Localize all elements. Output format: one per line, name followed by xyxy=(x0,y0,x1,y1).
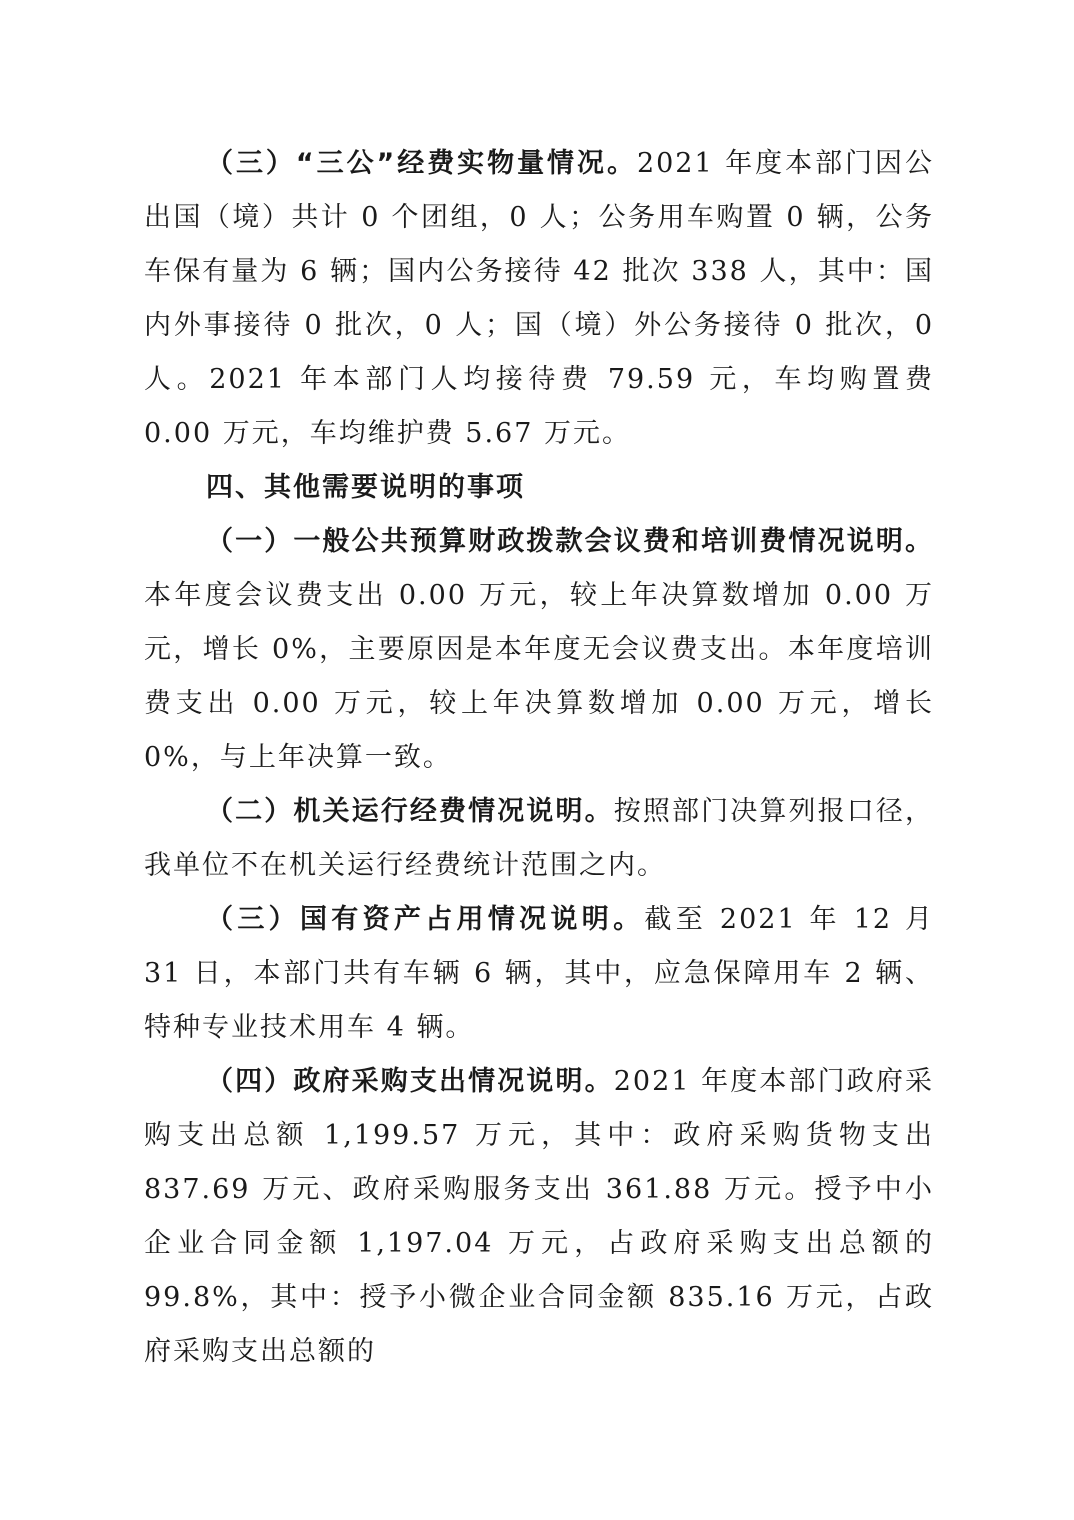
document-body xyxy=(144,137,934,1379)
paragraph-lead: （三）国有资产占用情况说明。 xyxy=(206,904,645,935)
paragraph-text: 本年度会议费支出 0.00 万元，较上年决算数增加 0.00 万元，增长 0%，主要原因是本年度无会议费支出。本年度培训费支出 0.00 万元，较上年决算数增加 0.00 万元，增长 0%，与上年决算一致。 xyxy=(144,580,934,773)
paragraph-lead: （一）一般公共预算财政拨款会议费和培训费情况说明。 xyxy=(206,526,934,557)
paragraph-operating-expenses xyxy=(144,785,934,893)
paragraph-text: 按照部门决算列报口径，我单位不在机关运行经费统计范围之内。 xyxy=(144,796,934,881)
paragraph-lead: （三）“三公”经费实物量情况。 xyxy=(206,148,637,179)
paragraph-state-assets xyxy=(144,893,934,1055)
paragraph-meeting-training xyxy=(144,515,934,785)
paragraph-lead: （四）政府采购支出情况说明。 xyxy=(206,1066,614,1097)
paragraph-lead: （二）机关运行经费情况说明。 xyxy=(206,796,614,827)
section-heading: 四、其他需要说明的事项 xyxy=(206,472,525,503)
paragraph-sangong-quantity xyxy=(144,137,934,461)
paragraph-government-procurement xyxy=(144,1055,934,1379)
paragraph-text: 2021 年度本部门因公出国（境）共计 0 个团组，0 人；公务用车购置 0 辆，公务车保有量为 6 辆；国内公务接待 42 批次 338 人，其中：国内外事接待 0 批次，0 人；国（境）外公务接待 0 批次，0 人。2021 年本部门人均接待费 79.59 元，车均购置费 0.00 万元，车均维护费 5.67 万元。 xyxy=(144,148,934,449)
paragraph-text: 截至 2021 年 12 月 31 日，本部门共有车辆 6 辆，其中，应急保障用车 2 辆、特种专业技术用车 4 辆。 xyxy=(144,904,935,1043)
paragraph-text: 2021 年度本部门政府采购支出总额 1,199.57 万元，其中：政府采购货物支出 837.69 万元、政府采购服务支出 361.88 万元。授予中小企业合同金额 1,197.04 万元，占政府采购支出总额的 99.8%，其中：授予小微企业合同金额 835.16 万元，占政府采购支出总额的 xyxy=(144,1066,935,1367)
